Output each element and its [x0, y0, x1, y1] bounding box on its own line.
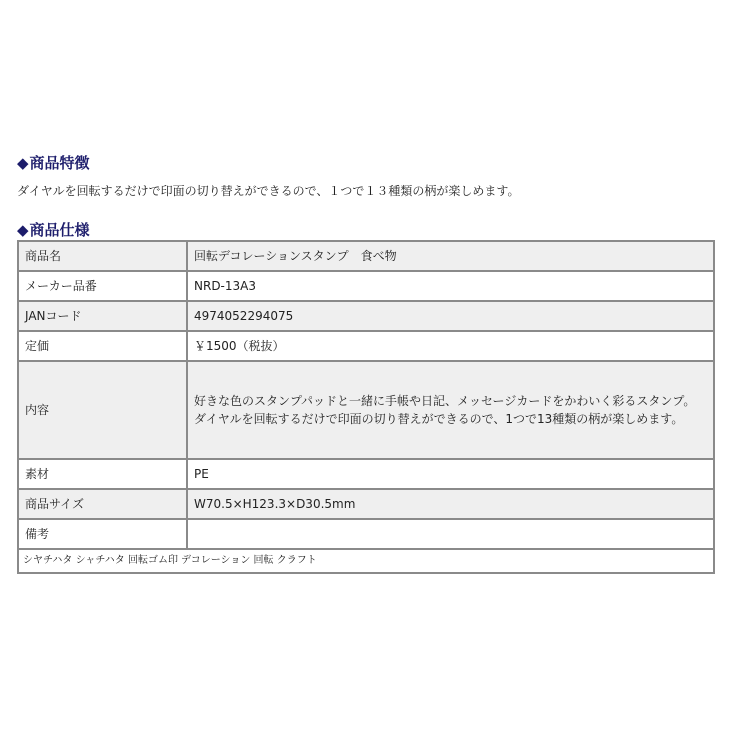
table-row	[18, 361, 714, 459]
features-heading	[17, 152, 90, 173]
row-value	[187, 519, 714, 549]
table-row	[18, 331, 714, 361]
features-heading-text: 商品特徴	[29, 154, 90, 172]
row-value: W70.5×H123.3×D30.5mm	[187, 489, 714, 519]
row-label: 備考	[18, 519, 187, 549]
table-footer-row	[18, 549, 714, 573]
table-row	[18, 271, 714, 301]
row-value: 回転デコレーションスタンプ 食べ物	[187, 241, 714, 271]
specs-heading	[17, 219, 90, 240]
specs-heading-text: 商品仕様	[29, 221, 90, 239]
table-row	[18, 519, 714, 549]
diamond-icon: ◆	[17, 221, 29, 239]
row-label: JANコード	[18, 301, 187, 331]
table-row	[18, 489, 714, 519]
row-value: 4974052294075	[187, 301, 714, 331]
row-value: NRD-13A3	[187, 271, 714, 301]
features-text: ダイヤルを回転するだけで印面の切り替えができるので、１つで１３種類の柄が楽しめます。	[17, 184, 520, 198]
row-value: PE	[187, 459, 714, 489]
spec-table	[17, 240, 715, 574]
table-row	[18, 301, 714, 331]
row-label: 内容	[18, 361, 187, 459]
row-label: 商品サイズ	[18, 489, 187, 519]
row-label: 定価	[18, 331, 187, 361]
row-value: 好きな色のスタンプパッドと一緒に手帳や日記、メッセージカードをかわいく彩るスタンプ。 ダイヤルを回転するだけで印面の切り替えができるので、1つで13種類の柄が楽しめます。	[187, 361, 714, 459]
row-label: 素材	[18, 459, 187, 489]
row-value: ￥1500（税抜）	[187, 331, 714, 361]
diamond-icon: ◆	[17, 154, 29, 172]
row-label: メーカー品番	[18, 271, 187, 301]
keywords: シヤチハタ シャチハタ 回転ゴム印 デコレーション 回転 クラフト	[18, 549, 714, 573]
row-label: 商品名	[18, 241, 187, 271]
table-row	[18, 459, 714, 489]
table-row	[18, 241, 714, 271]
